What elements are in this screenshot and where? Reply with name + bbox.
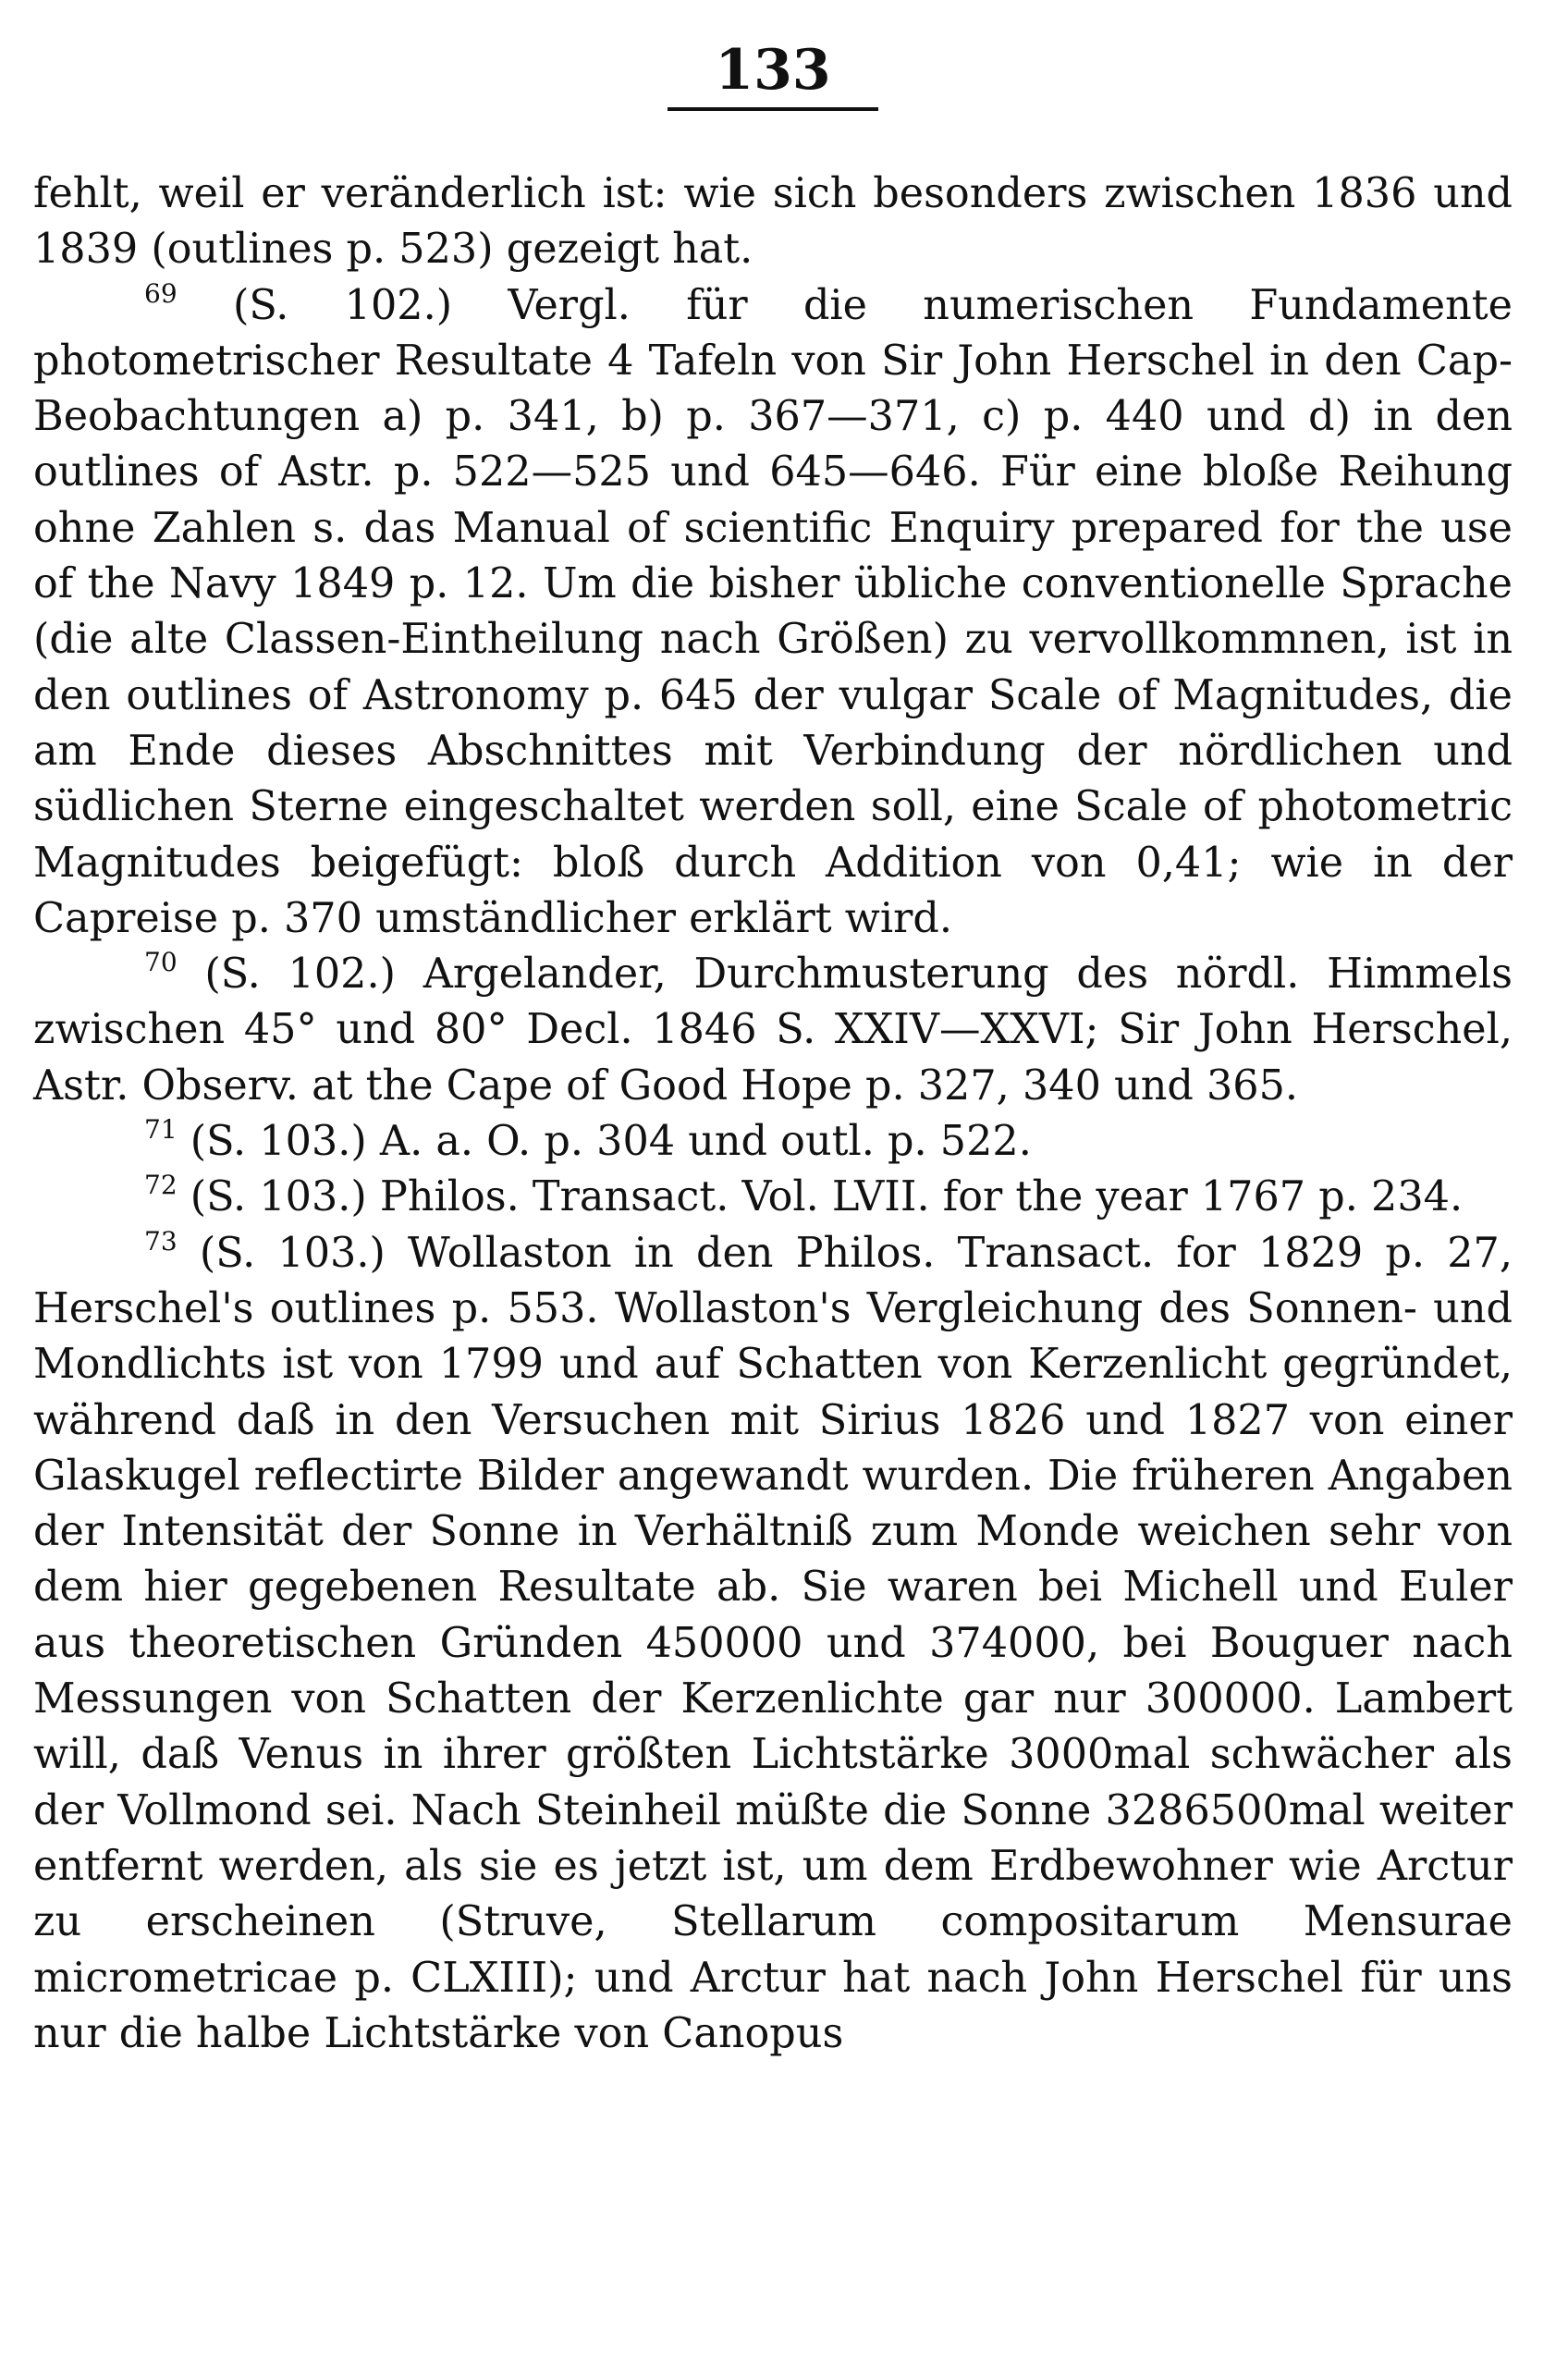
footnote-text: (S. 103.) Wollaston in den Philos. Transact. for 1829 p. 27, Herschel's outlines p. 553. Wollaston's Vergleichung des Sonnen- und Mondlichts ist von 1799 und auf Schatten von Kerzenlicht gegründet, während daß in den Versuchen mit Sirius 1826 und 1827 von einer Glaskugel reflectirte Bilder angewandt wurden. Die früheren Angaben der Intensität der Sonne in Verhältniß zum Monde weichen sehr von dem hier gegebenen Resultate ab. Sie waren bei Michell und Euler aus theoretischen Gründen 450000 und 374000, bei Bouguer nach Messungen von Schatten der Kerzenlichte gar nur 300000. Lambert will, daß Venus in ihrer größten Lichtstärke 3000mal schwächer als der Vollmond sei. Nach Steinheil müßte die Sonne 3286500mal weiter entfernt werden, als sie es jetzt ist, um dem Erdbewohner wie Arctur zu erscheinen (Struve, Stellarum compositarum Mensurae micrometricae p. CLXIII); und Arctur hat nach John Herschel für uns nur die halbe Lichtstärke von Canopus (33, 1229, 1513, 2057)
footnote-text: (S. 103.) A. a. O. p. 304 und outl. p. 522. (190, 1118, 1032, 1166)
footnotes-body (33, 166, 1513, 2062)
footnote-marker: 69 (144, 277, 178, 309)
footnote-73 (33, 1226, 1513, 2062)
page-number: 133 (715, 38, 831, 103)
footnote-70 (33, 947, 1513, 1114)
footnote-marker: 73 (144, 1225, 178, 1257)
footnote-text: (S. 103.) Philos. Transact. Vol. LVII. for the year 1767 p. 234. (190, 1173, 1464, 1221)
footnote-marker: 70 (144, 947, 178, 978)
footnote-text: (S. 102.) Vergl. für die numerischen Fundamente photometrischer Resultate 4 Tafeln von Sir John Herschel in den Cap-Beobachtungen a) p. 341, b) p. 367—371, c) p. 440 und d) in den outlines of Astr. p. 522—525 und 645—646. Für eine bloße Reihung ohne Zahlen s. das Manual of scientific Enquiry prepared for the use of the Navy 1849 p. 12. Um die bisher übliche conventionelle Sprache (die alte Classen-Eintheilung nach Größen) zu vervollkommnen, ist in den outlines of Astronomy p. 645 der vulgar Scale of Magnitudes, die am Ende dieses Abschnittes mit Verbindung der nördlichen und südlichen Sterne eingeschaltet werden soll, eine Scale of photometric Magnitudes beigefügt: bloß durch Addition von 0,41; wie in der Capreise p. 370 umständlicher erklärt wird. (33, 281, 1513, 942)
footnote-marker: 72 (144, 1170, 178, 1201)
footnote-72 (33, 1170, 1513, 1225)
footnote-marker: 71 (144, 1114, 178, 1146)
paragraph-text: fehlt, weil er veränderlich ist: wie sich besonders zwischen 1836 und 1839 (outlines p. 523) gezeigt hat. (33, 170, 1513, 274)
footnote-69 (33, 278, 1513, 948)
footnote-71 (33, 1114, 1513, 1170)
continued-paragraph (33, 166, 1513, 278)
footnote-text: (S. 102.) Argelander, Durchmusterung des nördl. Himmels zwischen 45° und 80° Decl. 1846 S. XXIV—XXVI; Sir John Herschel, Astr. Observ. at the Cape of Good Hope p. 327, 340 und 365. (33, 950, 1513, 1110)
header-rule (668, 107, 878, 111)
